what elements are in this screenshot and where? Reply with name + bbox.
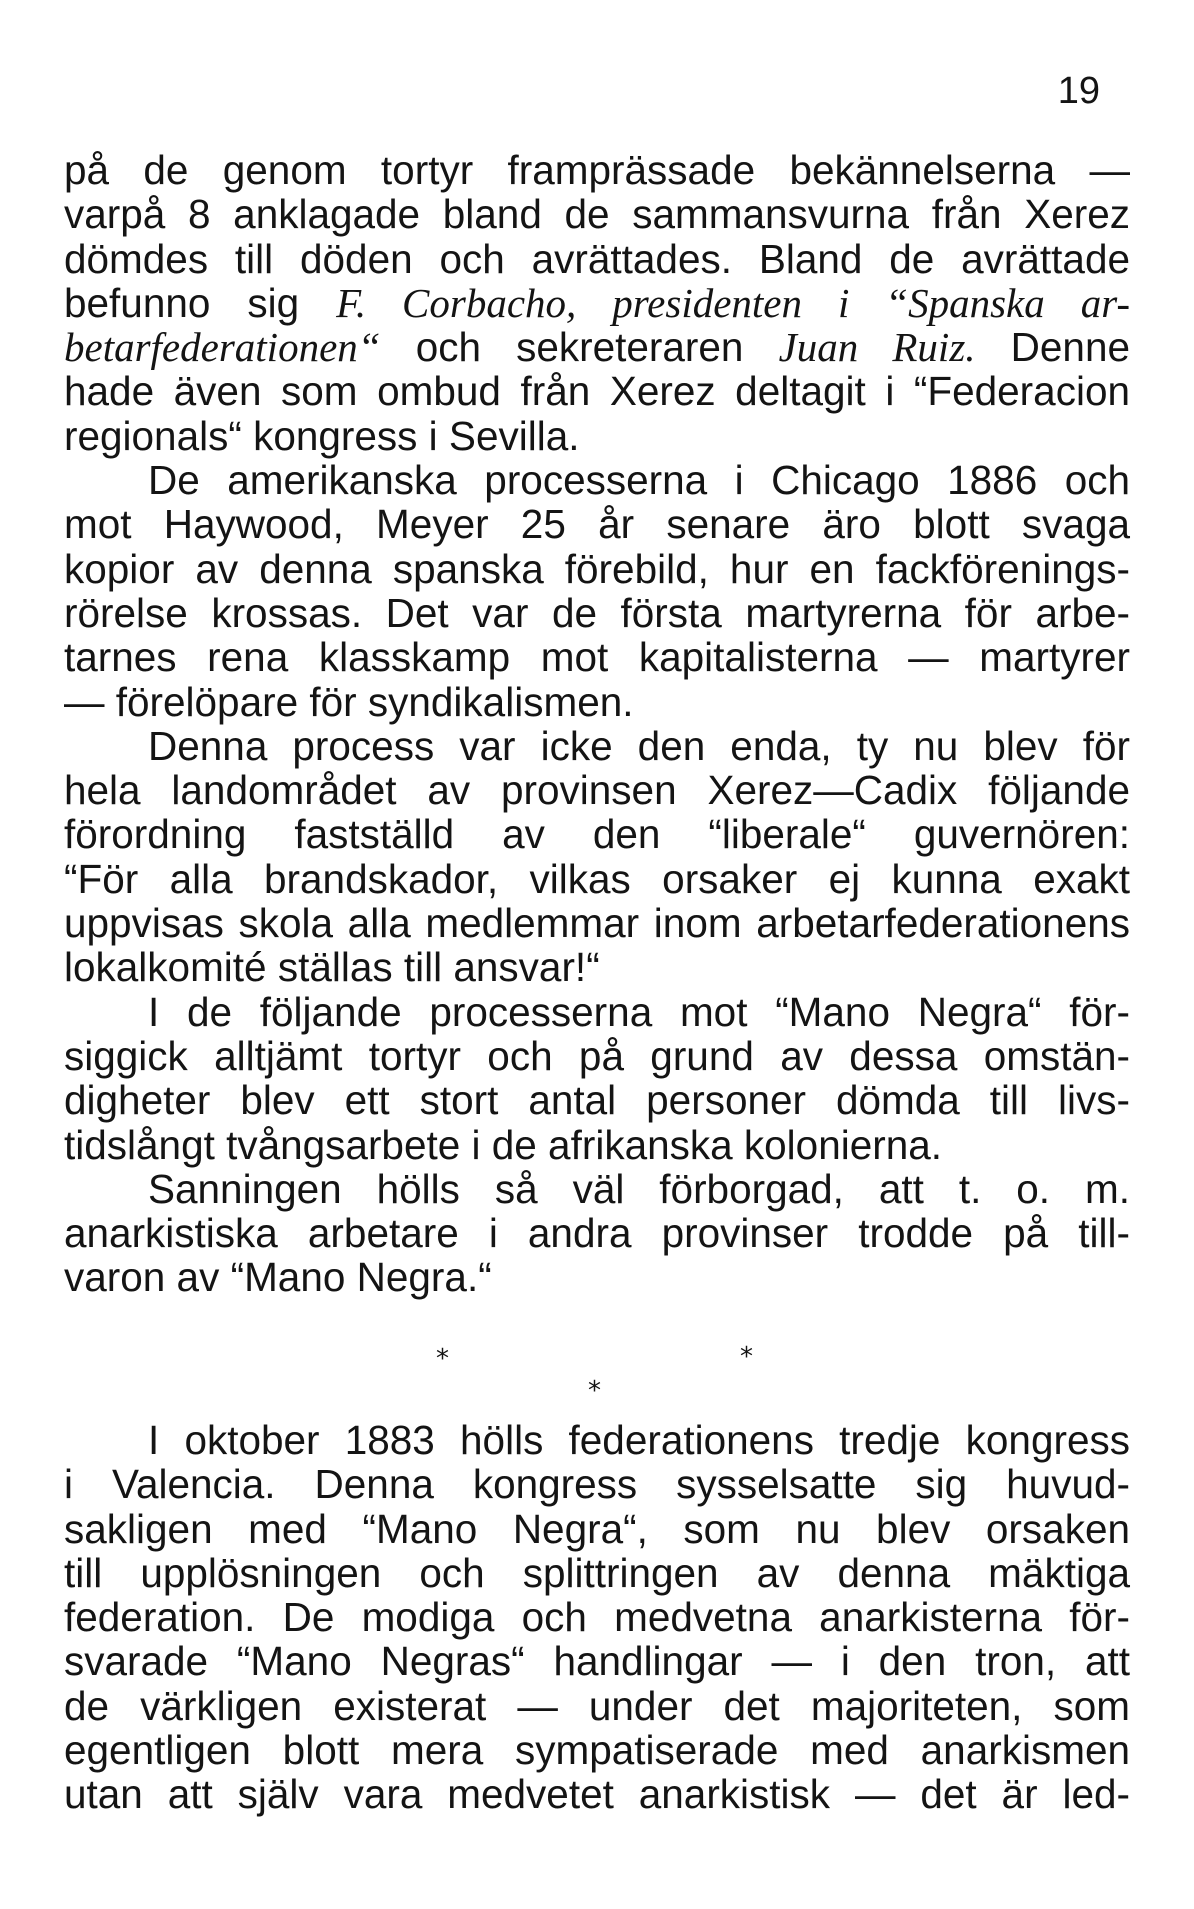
text-run: uppvisas skola alla medlemmar inom arbetarfederationens (64, 900, 1130, 947)
asterisk-ornament: * (588, 1376, 601, 1406)
text-run: siggick alltjämt tortyr och på grund av dessa omstän- (64, 1032, 1130, 1079)
text-line (64, 591, 1130, 635)
text-line (64, 857, 1130, 901)
text-line (64, 1772, 1130, 1816)
text-line (64, 192, 1130, 236)
text-line (64, 945, 1130, 989)
text-line (64, 1211, 1130, 1255)
italic-text: betarfederationen“ (64, 324, 381, 371)
text-run: kopior av denna spanska förebild, hur en fackförenings- (64, 545, 1130, 592)
text-line (64, 1123, 1130, 1167)
text-run: lokalkomité ställas till ansvar!“ (64, 944, 600, 991)
text-line (64, 1462, 1130, 1506)
text-line (64, 812, 1130, 856)
text-run: tarnes rena klasskamp mot kapitalisterna — martyrer (64, 634, 1130, 681)
text-line (64, 1167, 1130, 1211)
text-line (64, 148, 1130, 192)
page-number: 19 (1057, 70, 1100, 112)
italic-text: F. Corbacho, presidenten i “Spanska ar- (336, 279, 1130, 326)
text-run: svarade “Mano Negras“ handlingar — i den tron, att (64, 1638, 1130, 1685)
text-run: utan att själv vara medvetet anarkistisk — det är led- (64, 1771, 1130, 1818)
text-run: varon av “Mano Negra.“ (64, 1254, 492, 1301)
text-line (64, 901, 1130, 945)
text-run: anarkistiska arbetare i andra provinser trodde på till- (64, 1210, 1130, 1257)
text-line (64, 724, 1130, 768)
text-run: digheter blev ett stort antal personer dömda till livs- (64, 1077, 1130, 1124)
italic-text: Juan Ruiz. (778, 324, 976, 371)
text-run: mot Haywood, Meyer 25 år senare äro blott svaga (64, 501, 1130, 548)
text-run: De amerikanska processerna i Chicago 1886 och (148, 457, 1130, 504)
text-run: egentligen blott mera sympatiserade med anarkismen (64, 1727, 1130, 1774)
text-run: Sanningen hölls så väl förborgad, att t. o. m. (148, 1165, 1130, 1212)
text-line (64, 768, 1130, 812)
text-line (64, 1255, 1130, 1299)
text-run: hade även som ombud från Xerez deltagit i “Federacion (64, 368, 1130, 415)
text-run: Denne (975, 324, 1130, 371)
text-line (64, 635, 1130, 679)
text-run: dömdes till döden och avrättades. Bland de avrättade (64, 235, 1130, 282)
text-line (64, 1078, 1130, 1122)
text-block-main (64, 148, 1130, 1300)
text-run: “För alla brandskador, vilkas orsaker ej kunna exakt (64, 855, 1130, 902)
text-line (64, 1418, 1130, 1462)
text-line (64, 458, 1130, 502)
text-run: på de genom tortyr framprässade bekännelserna — (64, 147, 1130, 193)
text-line (64, 369, 1130, 413)
text-line (64, 237, 1130, 281)
text-run: tidslångt tvångsarbete i de afrikanska kolonierna. (64, 1121, 943, 1168)
text-run: förordning fastställd av den “liberale“ guvernören: (64, 811, 1130, 858)
text-run: befunno sig (64, 279, 337, 326)
text-run: de värkligen existerat — under det majoriteten, som (64, 1682, 1130, 1729)
asterisk-ornament: * (436, 1344, 449, 1374)
text-line (64, 1507, 1130, 1551)
text-run: — förelöpare för syndikalismen. (64, 678, 634, 725)
text-line (64, 325, 1130, 369)
text-line (64, 680, 1130, 724)
text-run: I de följande processerna mot “Mano Negra“ för- (148, 988, 1130, 1035)
text-run: rörelse krossas. Det var de första martyrerna för arbe- (64, 589, 1130, 636)
section-separator (0, 1340, 1194, 1410)
text-run: varpå 8 anklagade bland de sammansvurna från Xerez (64, 191, 1130, 238)
text-run: i Valencia. Denna kongress sysselsatte sig huvud- (64, 1461, 1130, 1508)
text-line (64, 990, 1130, 1034)
text-line (64, 1034, 1130, 1078)
text-line (64, 1728, 1130, 1772)
text-run: och sekreteraren (380, 324, 779, 371)
text-line (64, 1595, 1130, 1639)
asterisk-ornament: * (740, 1342, 753, 1372)
text-run: Denna process var icke den enda, ty nu blev för (148, 722, 1130, 769)
text-run: sakligen med “Mano Negra“, som nu blev orsaken (64, 1505, 1130, 1552)
text-line (64, 281, 1130, 325)
text-run: hela landområdet av provinsen Xerez—Cadix följande (64, 767, 1130, 814)
text-line (64, 1551, 1130, 1595)
text-run: I oktober 1883 hölls federationens tredje kongress (148, 1417, 1130, 1463)
text-run: federation. De modiga och medvetna anarkisterna för- (64, 1594, 1130, 1641)
text-line (64, 502, 1130, 546)
text-block-continuation (64, 1418, 1130, 1817)
text-line (64, 414, 1130, 458)
text-run: till upplösningen och splittringen av denna mäktiga (64, 1549, 1130, 1596)
text-run: regionals“ kongress i Sevilla. (64, 412, 580, 459)
text-line (64, 547, 1130, 591)
text-line (64, 1684, 1130, 1728)
text-line (64, 1639, 1130, 1683)
